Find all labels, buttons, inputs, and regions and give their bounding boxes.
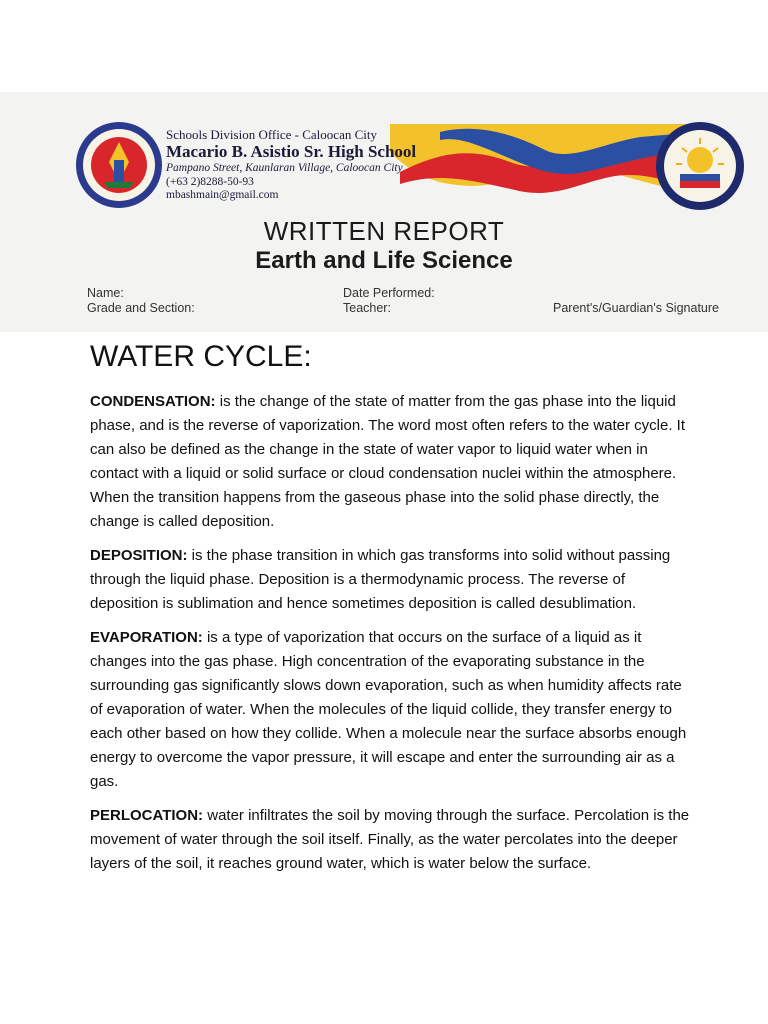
deposition-paragraph [90, 544, 690, 616]
school-email: mbashmain@gmail.com [166, 189, 279, 201]
name-field-label: Name: [87, 286, 124, 300]
grade-section-field-label: Grade and Section: [87, 301, 195, 315]
deposition-term: DEPOSITION: [90, 547, 188, 564]
report-body [90, 340, 690, 886]
school-seal-logo [74, 120, 164, 210]
school-address: Pampano Street, Kaunlaran Village, Caloocan City [166, 162, 403, 174]
percolation-definition: water infiltrates the soil by moving through the surface. Percolation is the movement of water through the soil itself. Finally, as the water percolates into the deeper layers of the soil, it reaches ground water, which is water below the surface. [90, 807, 690, 872]
evaporation-definition: is a type of vaporization that occurs on the surface of a liquid as it changes into the gas phase. High concentration of the evaporating substance in the surrounding gas significantly slows down evaporation, such as when humidity affects rate of evaporation of water. When the molecules of the liquid collide, they transfer energy to each other based on how they collide. When a molecule near the surface absorbs enough energy to overcome the vapor pressure, it will escape and enter the surrounding air as a gas. [90, 629, 687, 790]
document-header [0, 92, 768, 332]
condensation-paragraph [90, 390, 690, 534]
condensation-term: CONDENSATION: [90, 393, 216, 410]
division-office: Schools Division Office - Caloocan City [166, 127, 377, 142]
school-phone: (+63 2)8288-50-93 [166, 175, 254, 188]
school-name: Macario B. Asistio Sr. High School [166, 142, 417, 161]
percolation-term: PERLOCATION: [90, 807, 204, 824]
evaporation-term: EVAPORATION: [90, 629, 203, 646]
report-subject-heading: Earth and Life Science [255, 247, 513, 274]
school-info-block [166, 128, 416, 204]
division-seal-logo [654, 120, 746, 212]
date-performed-field-label: Date Performed: [343, 286, 435, 300]
parent-signature-field-label: Parent's/Guardian's Signature [553, 301, 719, 315]
page-title: WATER CYCLE: [90, 340, 312, 373]
deposition-definition: is the phase transition in which gas transforms into solid without passing through the liquid phase. Deposition is a thermodynamic process. The reverse of deposition is sublimation and hence sometimes deposition is called desublimation. [90, 547, 671, 612]
percolation-paragraph [90, 804, 690, 876]
report-type-heading: WRITTEN REPORT [263, 216, 505, 246]
condensation-definition: is the change of the state of matter from the gas phase into the liquid phase, and is the reverse of vaporization. The word most often refers to the water cycle. It can also be defined as the change in the state of water vapor to liquid water when in contact with a liquid or solid surface or cloud condensation nuclei within the atmosphere. When the transition happens from the gaseous phase into the solid phase directly, the change is called deposition. [90, 393, 686, 530]
teacher-field-label: Teacher: [343, 301, 391, 315]
evaporation-paragraph [90, 626, 690, 794]
